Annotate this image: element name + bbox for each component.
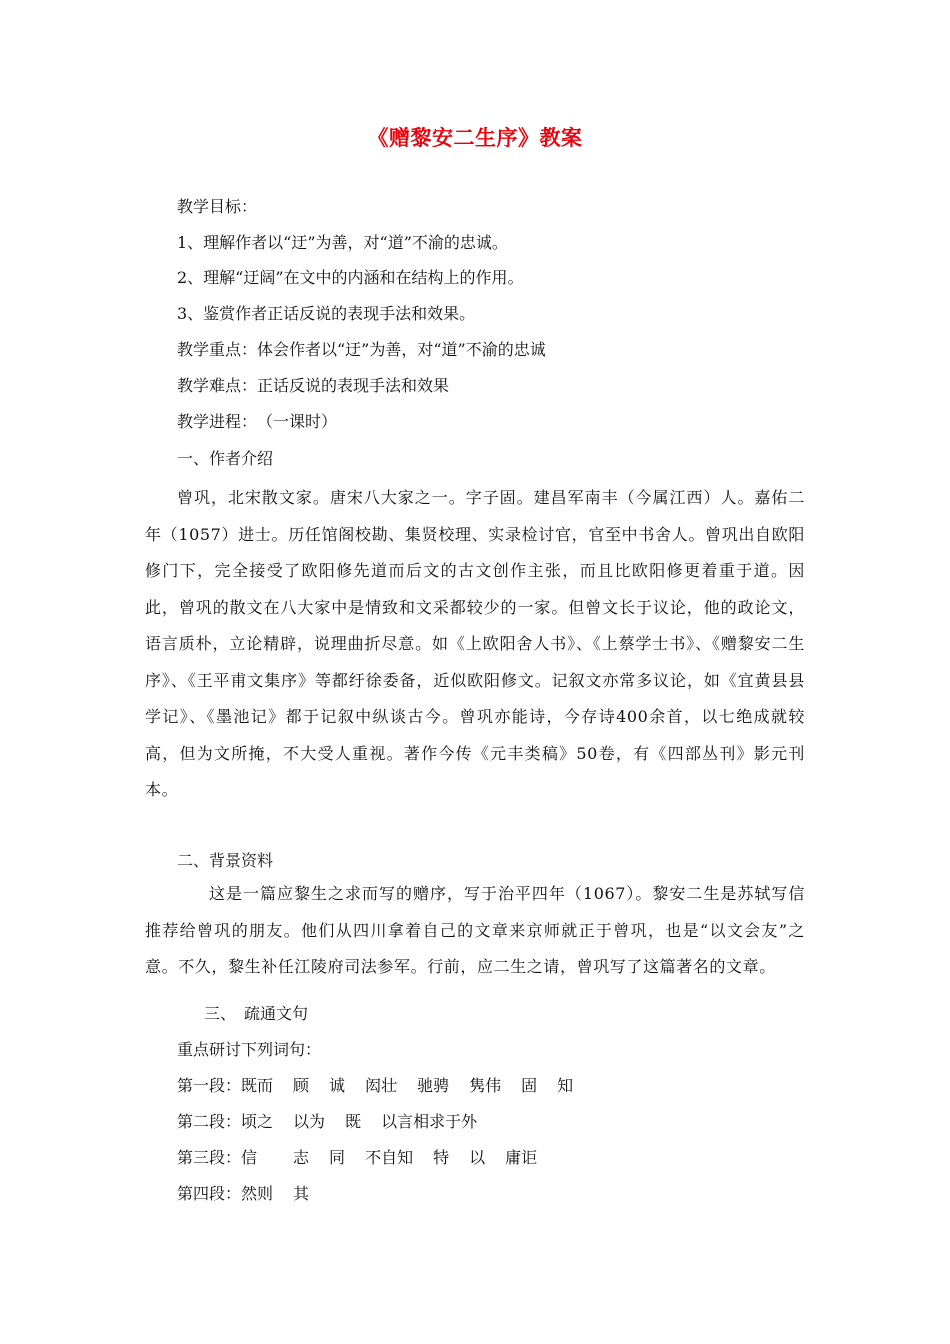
paragraph-terms-row <box>177 1075 573 1097</box>
teaching-focus: 教学重点：体会作者以“迂”为善，对“道”不渝的忠诚 <box>177 340 546 359</box>
paragraph-label: 第二段： <box>177 1112 242 1131</box>
term: 志 <box>293 1148 310 1167</box>
term: 知 <box>557 1076 574 1095</box>
objective-item: 2、理解“迂阔”在文中的内涵和在结构上的作用。 <box>177 268 524 287</box>
term: 既 <box>345 1112 362 1131</box>
teaching-process: 教学进程： （一课时） <box>177 412 338 431</box>
term: 隽伟 <box>469 1076 502 1095</box>
term: 其 <box>293 1184 310 1203</box>
term: 驰骋 <box>417 1076 450 1095</box>
term: 同 <box>329 1148 346 1167</box>
term: 诚 <box>329 1076 346 1095</box>
term: 不自知 <box>365 1148 414 1167</box>
paragraph-label: 第四段： <box>177 1184 242 1203</box>
term: 以言相求于外 <box>381 1112 478 1131</box>
section-heading-background: 二、背景资料 <box>177 851 274 870</box>
teaching-difficulty: 教学难点：正话反说的表现手法和效果 <box>177 376 450 395</box>
term: 特 <box>433 1148 450 1167</box>
paragraph-terms-row <box>177 1111 477 1133</box>
term: 固 <box>521 1076 538 1095</box>
objectives-heading: 教学目标： <box>177 197 258 216</box>
author-introduction-paragraph: 曾巩，北宋散文家。唐宋八大家之一。字子固。建昌军南丰（今属江西）人。嘉佑二年（1057）进士。历任馆阁校勘、集贤校理、实录检讨官，官至中书舍人。曾巩出自欧阳修门下，完全接受了欧阳修先道而后文的古文创作主张，而且比欧阳修更着重于道。因此，曾巩的散文在八大家中是情致和文采都较少的一家。但曾文长于议论，他的政论文，语言质朴，立论精辟，说理曲折尽意。如《上欧阳舍人书》、《上蔡学士书》、《赠黎安二生序》、《王平甫文集序》等都纡徐委备，近似欧阳修文。记叙文亦常多议论，如《宜黄县县学记》、《墨池记》都于记叙中纵谈古今。曾巩亦能诗，今存诗400余首，以七绝成就较高，但为文所掩，不大受人重视。著作今传《元丰类稿》50卷，有《四部丛刊》影元刊本。 <box>145 488 805 799</box>
paragraph-terms-row <box>177 1147 537 1169</box>
term: 以 <box>469 1148 486 1167</box>
section-heading-sentences: 三、 疏通文句 <box>204 1004 309 1023</box>
background-paragraph: 这是一篇应黎生之求而写的赠序，写于治平四年（1067）。黎安二生是苏轼写信推荐给曾巩的朋友。他们从四川拿着自己的文章来京师就正于曾巩，也是“以文会友”之意。不久，黎生补任江陵府司法参军。行前，应二生之请，曾巩写了这篇著名的文章。 <box>145 884 805 976</box>
term: 顷之 <box>241 1112 274 1131</box>
paragraph-terms-row <box>177 1183 309 1205</box>
term: 闳壮 <box>365 1076 398 1095</box>
term: 以为 <box>293 1112 326 1131</box>
document-title: 《赠黎安二生序》教案 <box>367 125 583 150</box>
term: 信 <box>241 1148 258 1167</box>
objective-item: 1、理解作者以“迂”为善，对“道”不渝的忠诚。 <box>177 233 508 252</box>
section-heading-author: 一、作者介绍 <box>177 449 274 468</box>
term: 庸讵 <box>505 1148 538 1167</box>
term: 顾 <box>293 1076 310 1095</box>
term: 然则 <box>241 1184 274 1203</box>
paragraph-label: 第三段： <box>177 1148 242 1167</box>
term: 既而 <box>241 1076 274 1095</box>
paragraph-label: 第一段： <box>177 1076 242 1095</box>
sentences-intro: 重点研讨下列词句： <box>177 1040 322 1059</box>
objective-item: 3、鉴赏作者正话反说的表现手法和效果。 <box>177 304 476 323</box>
